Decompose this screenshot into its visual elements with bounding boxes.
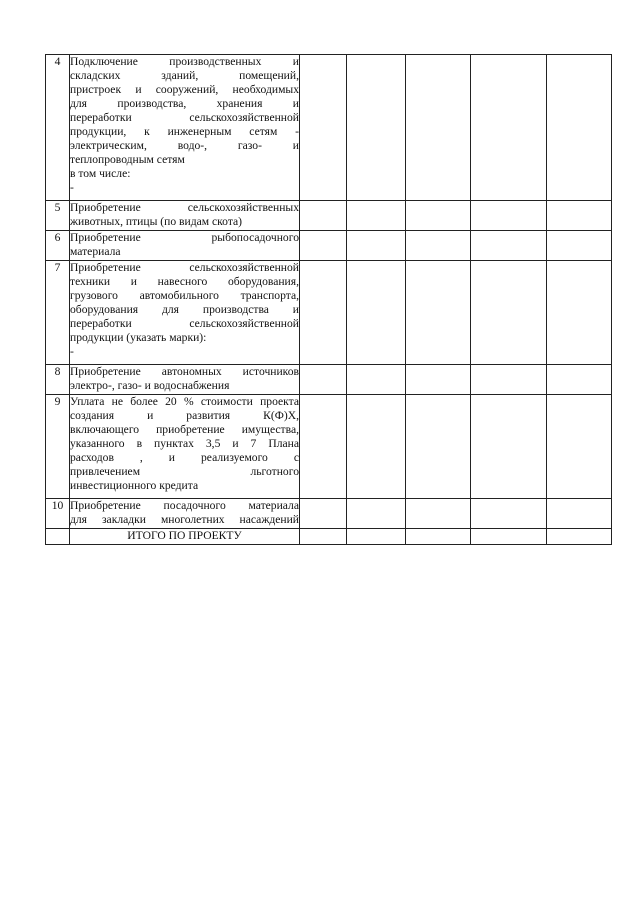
row-number: 4 xyxy=(46,55,70,201)
description-line: Приобретение автономных источников xyxy=(70,365,299,378)
description-line: Уплата не более 20 % стоимости проекта xyxy=(70,395,299,408)
table-row xyxy=(46,55,612,201)
total-value-cell xyxy=(547,529,612,545)
value-cell xyxy=(547,201,612,231)
row-description xyxy=(70,231,300,261)
description-line: включающего приобретение имущества, xyxy=(70,423,299,436)
value-cell xyxy=(547,499,612,529)
value-cell xyxy=(347,55,406,201)
table-row xyxy=(46,231,612,261)
description-line: Подключение производственных и xyxy=(70,55,299,68)
value-cell xyxy=(547,395,612,499)
value-cell xyxy=(300,499,347,529)
description-line: пристроек и сооружений, необходимых xyxy=(70,83,299,96)
description-line: грузового автомобильного транспорта, xyxy=(70,289,299,302)
description-line: привлечением льготного xyxy=(70,465,299,478)
value-cell xyxy=(471,261,547,365)
description-line: материала xyxy=(70,245,121,258)
description-line: Приобретение сельскохозяйственной xyxy=(70,261,299,274)
value-cell xyxy=(300,395,347,499)
description-line: техники и навесного оборудования, xyxy=(70,275,299,288)
row-description xyxy=(70,55,300,201)
value-cell xyxy=(300,231,347,261)
table-row xyxy=(46,201,612,231)
value-cell xyxy=(300,201,347,231)
value-cell xyxy=(471,201,547,231)
row-description xyxy=(70,395,300,499)
description-line: создания и развития К(Ф)Х, xyxy=(70,409,299,422)
total-value-cell xyxy=(347,529,406,545)
total-value-cell xyxy=(471,529,547,545)
table-row xyxy=(46,365,612,395)
description-line: - xyxy=(70,345,74,358)
plan-table-body xyxy=(46,55,612,545)
table-row xyxy=(46,499,612,529)
value-cell xyxy=(406,261,471,365)
description-line: переработки сельскохозяйственной xyxy=(70,111,299,124)
description-line: для производства, хранения и xyxy=(70,97,299,110)
value-cell xyxy=(471,395,547,499)
value-cell xyxy=(471,55,547,201)
description-line: складских зданий, помещений, xyxy=(70,69,299,82)
value-cell xyxy=(406,55,471,201)
description-line: Приобретение сельскохозяйственных xyxy=(70,201,299,214)
description-line: для закладки многолетних насаждений xyxy=(70,513,299,526)
description-line: животных, птицы (по видам скота) xyxy=(70,215,243,228)
value-cell xyxy=(300,261,347,365)
description-line: продукции (указать марки): xyxy=(70,331,207,344)
value-cell xyxy=(406,231,471,261)
value-cell xyxy=(347,231,406,261)
row-number: 7 xyxy=(46,261,70,365)
value-cell xyxy=(347,499,406,529)
row-number: 10 xyxy=(46,499,70,529)
description-line: - xyxy=(70,181,74,194)
description-line: Приобретение посадочного материала xyxy=(70,499,299,512)
table-row xyxy=(46,261,612,365)
value-cell xyxy=(547,55,612,201)
row-number: 8 xyxy=(46,365,70,395)
row-number: 5 xyxy=(46,201,70,231)
value-cell xyxy=(471,365,547,395)
description-line: оборудования для производства и xyxy=(70,303,299,316)
value-cell xyxy=(406,365,471,395)
description-line: Приобретение рыбопосадочного xyxy=(70,231,299,244)
description-line: электрическим, водо-, газо- и xyxy=(70,139,299,152)
plan-table xyxy=(45,54,612,545)
value-cell xyxy=(347,261,406,365)
description-line: теплопроводным сетям xyxy=(70,153,185,166)
total-number-cell xyxy=(46,529,70,545)
row-description xyxy=(70,201,300,231)
row-number: 6 xyxy=(46,231,70,261)
description-line: инвестиционного кредита xyxy=(70,479,199,492)
total-label: ИТОГО ПО ПРОЕКТУ xyxy=(70,529,300,545)
total-value-cell xyxy=(300,529,347,545)
value-cell xyxy=(347,395,406,499)
description-line: электро-, газо- и водоснабжения xyxy=(70,379,230,392)
description-line: продукции, к инженерным сетям - xyxy=(70,125,299,138)
value-cell xyxy=(547,231,612,261)
value-cell xyxy=(547,365,612,395)
description-line: переработки сельскохозяйственной xyxy=(70,317,299,330)
row-number: 9 xyxy=(46,395,70,499)
value-cell xyxy=(547,261,612,365)
row-description xyxy=(70,261,300,365)
value-cell xyxy=(471,499,547,529)
value-cell xyxy=(406,395,471,499)
description-line: в том числе: xyxy=(70,167,131,180)
value-cell xyxy=(471,231,547,261)
total-value-cell xyxy=(406,529,471,545)
description-line: расходов , и реализуемого с xyxy=(70,451,299,464)
description-line: указанного в пунктах 3,5 и 7 Плана xyxy=(70,437,299,450)
total-row xyxy=(46,529,612,545)
row-description xyxy=(70,499,300,529)
value-cell xyxy=(406,499,471,529)
value-cell xyxy=(300,55,347,201)
value-cell xyxy=(347,201,406,231)
table-row xyxy=(46,395,612,499)
row-description xyxy=(70,365,300,395)
value-cell xyxy=(300,365,347,395)
value-cell xyxy=(347,365,406,395)
value-cell xyxy=(406,201,471,231)
